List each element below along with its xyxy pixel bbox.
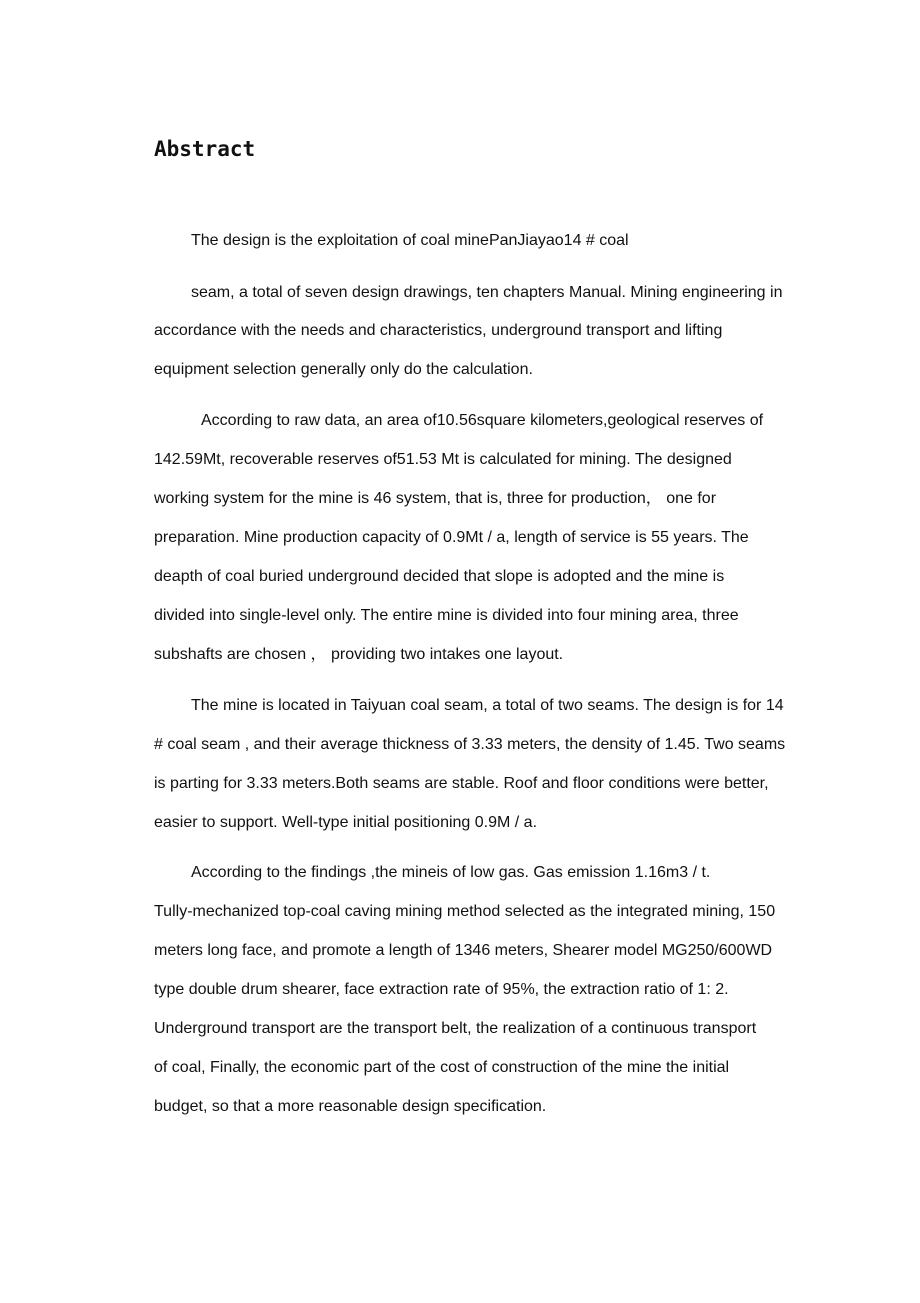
paragraph-3-line-2: 142.59Mt, recoverable reserves of51.53 Mt is calculated for mining. The designed (154, 451, 732, 468)
paragraph-3-line-3: working system for the mine is 46 system, that is, three for production， one for (154, 490, 717, 507)
page-title: Abstract (154, 137, 256, 161)
paragraph-5-line-7: budget, so that a more reasonable design specification. (154, 1098, 547, 1115)
paragraph-5-line-6: of coal, Finally, the economic part of the cost of construction of the mine the initial (154, 1059, 730, 1076)
paragraph-5-line-5: Underground transport are the transport belt, the realization of a continuous transport (154, 1020, 757, 1037)
paragraph-2-line-2: accordance with the needs and characteristics, underground transport and lifting (154, 322, 723, 339)
paragraph-4-line-1: The mine is located in Taiyuan coal seam, a total of two seams. The design is for 14 (191, 697, 784, 714)
paragraph-5-line-2: Tully-mechanized top-coal caving mining method selected as the integrated mining, 150 (154, 903, 776, 920)
paragraph-5-line-3: meters long face, and promote a length of 1346 meters, Shearer model MG250/600WD (154, 942, 773, 959)
paragraph-2-line-1: seam, a total of seven design drawings, ten chapters Manual. Mining engineering in (191, 284, 783, 301)
paragraph-3-line-1: According to raw data, an area of10.56square kilometers,geological reserves of (201, 412, 764, 429)
paragraph-4-line-4: easier to support. Well-type initial positioning 0.9M / a. (154, 814, 538, 831)
paragraph-2-line-3: equipment selection generally only do the calculation. (154, 361, 533, 378)
paragraph-4-line-3: is parting for 3.33 meters.Both seams are stable. Roof and floor conditions were better, (154, 775, 769, 792)
paragraph-1-line-1: The design is the exploitation of coal minePanJiayao14 # coal (191, 232, 629, 249)
paragraph-4-line-2: # coal seam , and their average thickness of 3.33 meters, the density of 1.45. Two seams (154, 736, 786, 753)
paragraph-5-line-1: According to the findings ,the mineis of low gas. Gas emission 1.16m3 / t. (191, 864, 711, 881)
paragraph-3-line-6: divided into single-level only. The entire mine is divided into four mining area, three (154, 607, 739, 624)
paragraph-3-line-4: preparation. Mine production capacity of 0.9Mt / a, length of service is 55 years. The (154, 529, 749, 546)
paragraph-3-line-5: deapth of coal buried underground decided that slope is adopted and the mine is (154, 568, 725, 585)
paragraph-3-line-7: subshafts are chosen ， providing two intakes one layout. (154, 646, 564, 663)
paragraph-5-line-4: type double drum shearer, face extraction rate of 95%, the extraction ratio of 1: 2. (154, 981, 729, 998)
